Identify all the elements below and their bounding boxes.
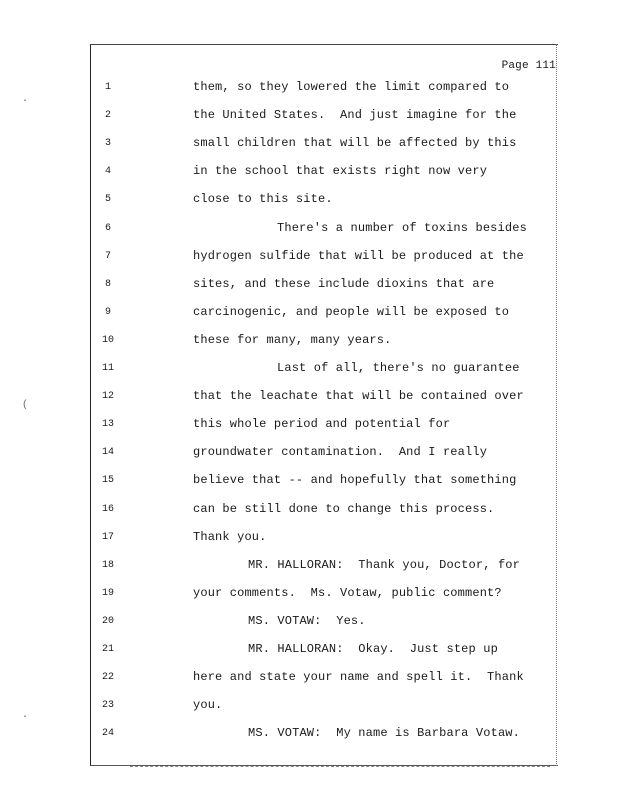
scan-speck: ·	[22, 712, 29, 723]
transcript-line	[90, 530, 556, 558]
line-text: groundwater contamination. And I really	[193, 445, 488, 460]
line-text: believe that -- and hopefully that something	[193, 473, 517, 488]
transcript-line	[90, 361, 556, 389]
scan-speck: ·	[22, 96, 29, 107]
line-text: in the school that exists right now very	[193, 164, 488, 179]
transcript-line	[90, 192, 556, 220]
line-number: 12	[101, 391, 114, 403]
line-number: 10	[101, 334, 114, 346]
line-number: 9	[104, 306, 111, 318]
line-number: 5	[104, 194, 111, 206]
transcript-line	[90, 670, 556, 698]
transcript-line	[90, 164, 556, 192]
line-number: 16	[101, 503, 114, 515]
transcript-line	[90, 221, 556, 249]
line-number: 13	[101, 419, 114, 431]
line-text: hydrogen sulfide that will be produced at the	[193, 248, 524, 263]
line-number: 15	[101, 475, 114, 487]
line-text: can be still done to change this process.	[193, 501, 495, 516]
line-text: them, so they lowered the limit compared to	[193, 80, 510, 94]
line-text: your comments. Ms. Votaw, public comment?	[193, 585, 502, 600]
right-margin-rule	[556, 44, 557, 766]
line-text: MR. HALLORAN: Thank you, Doctor, for	[248, 557, 520, 572]
line-text: you.	[193, 698, 223, 713]
line-text: close to this site.	[193, 192, 333, 207]
transcript-line	[90, 305, 556, 333]
line-number: 3	[104, 138, 111, 150]
line-text: sites, and these include dioxins that are	[193, 276, 495, 291]
transcript-line	[90, 502, 556, 530]
line-text: MR. HALLORAN: Okay. Just step up	[248, 642, 498, 656]
line-number: 11	[101, 363, 114, 374]
transcript-line	[90, 80, 556, 108]
transcript-line	[90, 586, 556, 614]
transcript-line	[90, 389, 556, 417]
transcript-line	[90, 445, 556, 473]
line-number: 4	[104, 166, 111, 178]
transcript-line	[90, 726, 556, 754]
transcript-line	[90, 614, 556, 642]
line-text: MS. VOTAW: Yes.	[248, 613, 366, 628]
line-number: 17	[101, 531, 114, 543]
line-number: 14	[101, 447, 114, 459]
line-number: 7	[104, 250, 111, 262]
line-number: 23	[101, 700, 114, 712]
line-text: this whole period and potential for	[193, 417, 451, 432]
page-number: Page 111	[501, 60, 556, 72]
bottom-scan-artifact	[130, 764, 550, 767]
transcript-line	[90, 277, 556, 305]
transcript-line	[90, 473, 556, 501]
line-text: There's a number of toxins besides	[277, 220, 527, 235]
transcript-line	[90, 249, 556, 277]
line-text: small children that will be affected by this	[193, 136, 517, 151]
line-text: carcinogenic, and people will be exposed to	[193, 304, 510, 319]
line-number: 8	[104, 278, 111, 290]
transcript-line	[90, 136, 556, 164]
scan-speck: (	[22, 400, 29, 411]
line-number: 6	[104, 222, 111, 234]
line-number: 18	[101, 559, 114, 571]
line-text: these for many, many years.	[193, 332, 392, 347]
line-number: 24	[101, 728, 114, 740]
line-number: 19	[101, 587, 114, 599]
line-number: 2	[104, 110, 111, 122]
line-number: 21	[101, 644, 114, 655]
line-number: 22	[101, 672, 114, 684]
line-number: 20	[101, 615, 114, 627]
transcript-line	[90, 558, 556, 586]
transcript-line	[90, 333, 556, 361]
line-text: Thank you.	[193, 529, 267, 544]
transcript-line	[90, 417, 556, 445]
line-text: the United States. And just imagine for the	[193, 108, 517, 123]
line-text: that the leachate that will be contained over	[193, 389, 524, 404]
transcript-line	[90, 642, 556, 670]
line-text: MS. VOTAW: My name is Barbara Votaw.	[248, 726, 520, 741]
transcript-line	[90, 698, 556, 726]
transcript-line	[90, 108, 556, 136]
line-text: here and state your name and spell it. Thank	[193, 670, 524, 685]
line-number: 1	[104, 82, 111, 93]
line-text: Last of all, there's no guarantee	[277, 361, 520, 375]
